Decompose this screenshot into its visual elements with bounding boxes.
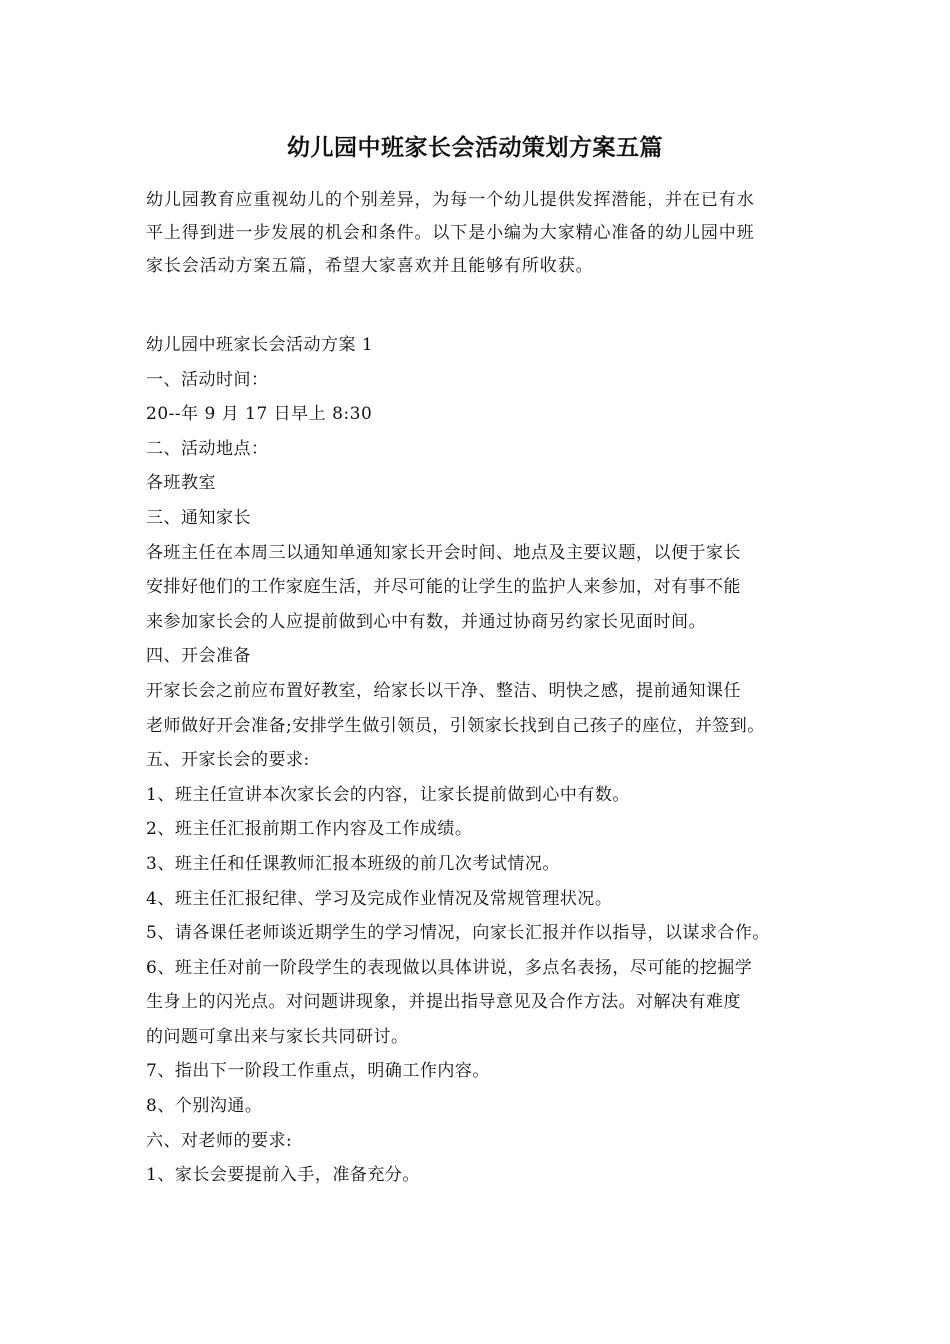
text-line: 来参加家长会的人应提前做到心中有数，并通过协商另约家长见面时间。: [146, 611, 706, 632]
section-heading: 六、对老师的要求:: [146, 1130, 293, 1151]
list-item: 2、班主任汇报前期工作内容及工作成绩。: [146, 819, 473, 840]
list-item: 5、请各课任老师谈近期学生的学习情况，向家长汇报并作以指导，以谋求合作。: [146, 923, 770, 944]
list-item: 8、个别沟通。: [146, 1096, 263, 1117]
list-item: 3、班主任和任课教师汇报本班级的前几次考试情况。: [146, 853, 560, 874]
text-line: 安排好他们的工作家庭生活，并尽可能的让学生的监护人来参加，对有事不能: [146, 577, 741, 598]
plan-body: [146, 328, 846, 1193]
section-heading: 幼儿园中班家长会活动方案 1: [146, 335, 374, 355]
document-title: 幼儿园中班家长会活动策划方案五篇: [287, 134, 663, 161]
list-item: 1、家长会要提前入手，准备充分。: [146, 1165, 420, 1186]
intro-paragraph: [146, 184, 810, 283]
text-line: 生身上的闪光点。对问题讲现象，并提出指导意见及合作方法。对解决有难度: [146, 992, 741, 1013]
text-line: 各班主任在本周三以通知单通知家长开会时间、地点及主要议题，以便于家长: [146, 542, 741, 563]
section-heading: 二、活动地点：: [146, 438, 269, 459]
section-heading: 三、通知家长: [146, 507, 251, 528]
intro-line: 幼儿园教育应重视幼儿的个别差异，为每一个幼儿提供发挥潜能，并在已有水: [146, 190, 755, 210]
text-line: 开家长会之前应布置好教室，给家长以干净、整洁、明快之感，提前通知课任: [146, 680, 741, 701]
list-item: 6、班主任对前一阶段学生的表现做以具体讲说，多点名表扬，尽可能的挖掘学: [146, 957, 753, 978]
list-item: 7、指出下一阶段工作重点，明确工作内容。: [146, 1061, 490, 1082]
text-line: 各班教室: [146, 473, 216, 494]
intro-line: 平上得到进一步发展的机会和条件。以下是小编为大家精心准备的幼儿园中班: [146, 223, 755, 243]
text-line: 的问题可拿出来与家长共同研讨。: [146, 1026, 409, 1047]
section-heading: 四、开会准备: [146, 646, 251, 667]
section-heading: 一、活动时间：: [146, 369, 269, 390]
list-item: 1、班主任宣讲本次家长会的内容，让家长提前做到心中有数。: [146, 784, 630, 805]
section-heading: 五、开家长会的要求:: [146, 750, 310, 771]
text-line: 20--年 9 月 17 日早上 8:30: [146, 404, 373, 425]
list-item: 4、班主任汇报纪律、学习及完成作业情况及常规管理状况。: [146, 888, 613, 909]
intro-line: 家长会活动方案五篇，希望大家喜欢并且能够有所收获。: [146, 256, 594, 276]
text-line: 老师做好开会准备;安排学生做引领员，引领家长找到自己孩子的座位，并签到。: [146, 715, 765, 736]
